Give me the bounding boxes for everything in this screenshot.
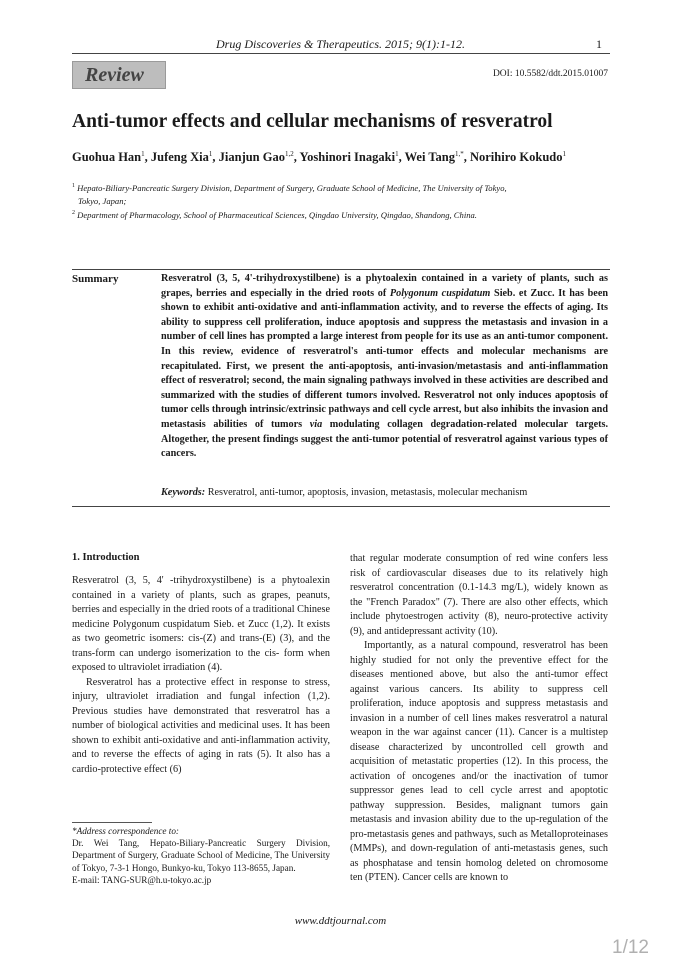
summary-bottom-rule: [72, 506, 610, 507]
journal-header: Drug Discoveries & Therapeutics. 2015; 9(1):1-12.: [216, 37, 465, 51]
author-affiliation-mark: 1,2: [284, 150, 294, 158]
author-name: Yoshinori Inagaki: [299, 150, 396, 165]
paragraph: Resveratrol has a protective effect in response to stress, injury, ultraviolet irradiation and fungal infection (1,2). Previous studies have demonstrated that resveratrol has a number of biological activities and medicinal uses. It has been shown to exhibit anti-oxidative and anti-inflammation activity, and to reverse the effects of aging in rats (5). It also has a cardio-protective effect (6): [72, 676, 330, 775]
author-name: Jufeng Xia: [150, 150, 209, 165]
paragraph: that regular moderate consumption of red wine confers less risk of cardiovascular diseases due to its relatively high resveratrol concentration (0.1-14.3 mg/L), widely known as the "French Paradox" (7). There are also other effects, which include phytoestrogen activity (8), neuro-protective activity (9), and antidepressant activity (10).: [350, 553, 608, 637]
section-heading: 1. Introduction: [72, 552, 140, 563]
doi[interactable]: DOI: 10.5582/ddt.2015.01007: [492, 69, 608, 79]
column-right: [350, 552, 608, 886]
page-indicator: 1/12: [612, 937, 649, 958]
author-affiliation-mark: 1,*: [454, 150, 464, 158]
correspondence: *Address correspondence to: Dr. Wei Tang, Hepato-Biliary-Pancreatic Surgery Division, Department of Surgery, Graduate School of Medicine, The University of Tokyo, 7-3-1 Hongo, Bunkyo-ku, Tokyo 113-8655, Japan. E-mail: TANG-SUR@h.u-tokyo.ac.jp: [72, 826, 330, 885]
author-list: Guohua Han$^1$, Jufeng Xia$^1$, Jianjun Gao$^{1,2}$, Yoshinori Inagaki$^1$, Wei Tang$^{1,*}$, Norihiro Kokudo$^1$: [72, 150, 566, 165]
header-rule: [72, 53, 610, 54]
author-affiliation-mark: 1: [562, 150, 566, 158]
author-affiliation-mark: 1: [208, 150, 213, 158]
article-title: Anti-tumor effects and cellular mechanisms of resveratrol: [72, 111, 553, 132]
author-name: Norihiro Kokudo: [469, 150, 563, 165]
email[interactable]: E-mail: TANG-SUR@h.u-tokyo.ac.jp: [72, 874, 212, 885]
summary-text: Resveratrol (3, 5, 4'-trihydroxystilbene) is a phytoalexin contained in a variety of plants, such as grapes, berries and especially in the dried roots of Polygonum cuspidatum Sieb. et Zucc. It has been shown to exhibit anti-oxidative and anti-inflammation activity, and to reverse the effects of aging. Its ability to suppress cell proliferation, induce apoptosis and suppress the metastasis and invasion in a number of cell lines has prompted a large interest from people for its use as an anti-tumor component. In this review, evidence of resveratrol's anti-tumor effects and molecular mechanisms are recapitulated. First, we present the anti-apoptosis, anti-invasion/metastasis and anti-inflammation effect of resveratrol; second, the main signaling pathways involved in these activities are described and summarized with the studies of different tumors involved. Resveratrol not only induces apoptosis of tumor cells through intrinsic/extrinsic pathways and cell cycle arrest, but also inhibits the invasion and metastasis abilities of tumors via modulating collagen degradation-related molecular targets. Altogether, the present findings suggest the anti-tumor potential of resveratrol against various types of cancers.: [161, 273, 609, 460]
author-affiliation-mark: 1: [141, 150, 145, 158]
footnote-rule: [72, 822, 152, 823]
column-left: [72, 574, 330, 777]
author-name: Guohua Han: [72, 150, 142, 165]
affiliation-1: $^1$ Hepato-Biliary-Pancreatic Surgery Division, Department of Surgery, Graduate School of Medicine, The University of Tokyo, Tokyo, Japan;: [72, 182, 507, 206]
keywords: Keywords: Resveratrol, anti-tumor, apoptosis, invasion, metastasis, molecular mechanism: [161, 487, 528, 498]
paragraph: Resveratrol (3, 5, 4' -trihydroxystilbene) is a phytoalexin contained in a variety of plants, such as grapes, peanuts, berries and especially in the dried roots of a traditional Chinese medicine Polygonum cuspidatum Sieb. et Zucc (1,2). It exists as two geometric isomers: cis-(Z) and trans-(E) (3), and the trans-form can undergo isomerization to the cis- form when exposed to ultraviolet irradiation (4).: [72, 575, 331, 673]
summary-top-rule: [72, 269, 610, 270]
author-affiliation-mark: 1: [395, 150, 399, 158]
paragraph: Importantly, as a natural compound, resveratrol has been highly studied for not only the preventive effect for the diseases mentioned above, but also the anti-tumor effect against various cancers. Its ability to suppress cell proliferation, induce apoptosis and suppress metastasis and invasion in a number of cell lines makes resveratrol a natural weapon in the war against cancer (11). Cancer is a multistep disease characterized by uncontrolled cell growth and acquisition of metastatic properties (12). In this process, the activation of oncogenes and/or the inactivation of tumor suppressor genes lead to cell cycle arrest and apoptotic pathway suppression. Besides, malignant tumors gain metastasis and invasion ability due to the up-regulation of the pro-metastasis genes and pathways, such as Metalloproteinases (MMPs), and down-regulation of anti-metastasis genes, such as phosphatase and tensin homolog deleted on chromosome ten (PTEN). Cancer cells are known to: [350, 640, 608, 883]
author-name: Jianjun Gao: [218, 150, 285, 165]
affiliation-2: $^2$ Department of Pharmacology, School of Pharmaceutical Sciences, Qingdao University, Qingdao, Shandong, China.: [72, 209, 477, 220]
review-badge: Review: [72, 61, 166, 89]
page-number: 1: [596, 37, 602, 51]
summary-label: Summary: [72, 273, 119, 285]
author-name: Wei Tang: [404, 150, 455, 165]
journal-url[interactable]: www.ddtjournal.com: [294, 915, 387, 927]
